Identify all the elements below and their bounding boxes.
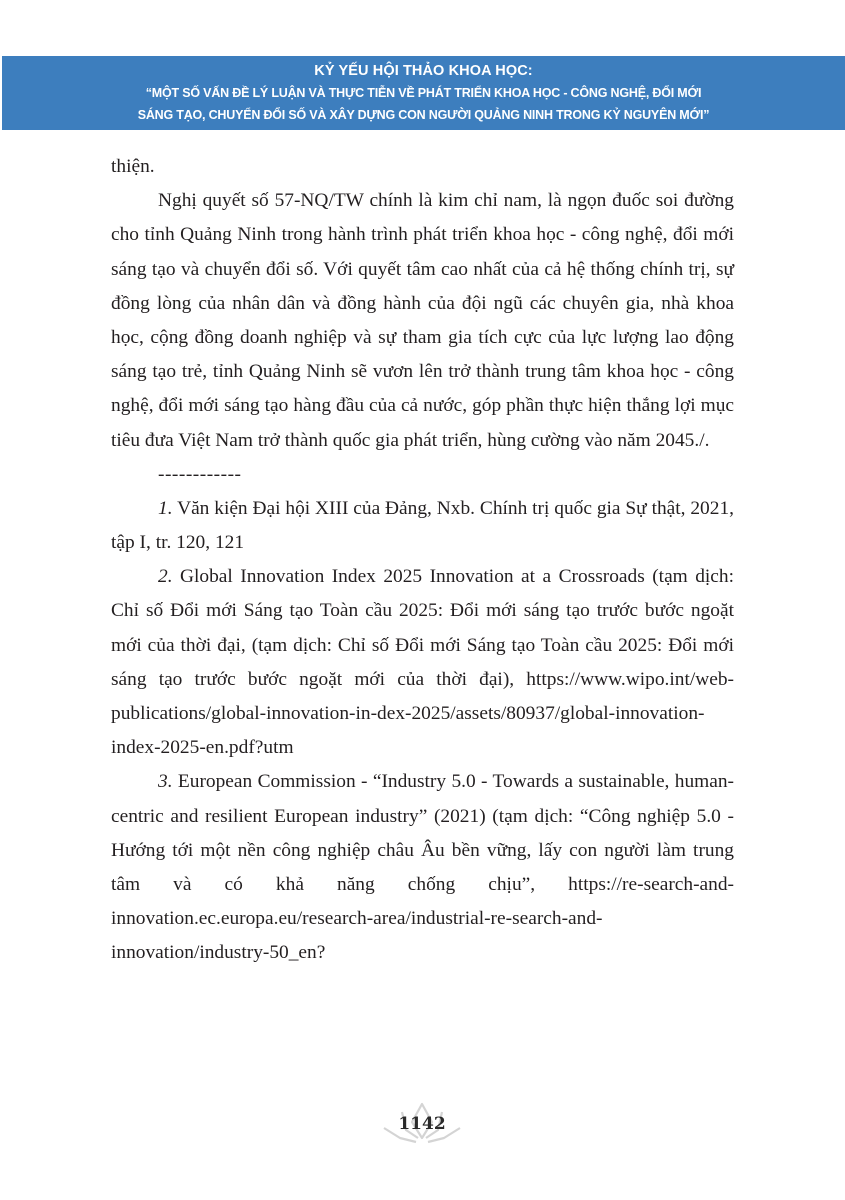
body-paragraph: Nghị quyết số 57-NQ/TW chính là kim chỉ nam, là ngọn đuốc soi đường cho tỉnh Quảng Ninh trong hành trình phát triển khoa học - công nghệ, đổi mới sáng tạo và chuyển đổi số. Với quyết tâm cao nhất của cả hệ thống chính trị, sự đồng lòng của nhân dân và đồng hành của đội ngũ các chuyên gia, nhà khoa học, cộng đồng doanh nghiệp và sự tham gia tích cực của lực lượng lao động sáng tạo trẻ, tỉnh Quảng Ninh sẽ vươn lên trở thành trung tâm khoa học - công nghệ, đổi mới sáng tạo hàng đầu của cả nước, góp phần thực hiện thắng lợi mục tiêu đưa Việt Nam trở thành quốc gia phát triển, hùng cường vào năm 2045./. bbox=[111, 190, 734, 451]
reference-1 bbox=[111, 492, 734, 560]
reference-number: 2. bbox=[158, 566, 173, 588]
page-number: 1142 bbox=[398, 1114, 446, 1134]
reference-number: 1. bbox=[158, 497, 173, 519]
reference-3 bbox=[111, 765, 734, 970]
header-subtitle-line-1: “MỘT SỐ VẤN ĐỀ LÝ LUẬN VÀ THỰC TIỄN VỀ PHÁT TRIỂN KHOA HỌC - CÔNG NGHỆ, ĐỔI MỚI bbox=[145, 86, 702, 100]
reference-number: 3. bbox=[158, 771, 173, 793]
footnote-separator: ------------ bbox=[158, 463, 242, 485]
page-content bbox=[111, 150, 734, 971]
page-footer bbox=[372, 1100, 472, 1150]
header-title: KỶ YẾU HỘI THẢO KHOA HỌC: bbox=[314, 63, 533, 79]
continuation-text: thiện. bbox=[111, 156, 155, 177]
reference-text: Văn kiện Đại hội XIII của Đảng, Nxb. Chính trị quốc gia Sự thật, 2021, tập I, tr. 120, 121 bbox=[111, 497, 734, 554]
reference-text: European Commission - “Industry 5.0 - Towards a sustainable, human-centric and resilient European industry” (2021) (tạm dịch: “Công nghiệp 5.0 - Hướng tới một nền công nghiệp châu Âu bền vững, lấy con người làm trung tâm và có khả năng chống chịu”, https://re-search-and-innovation.ec.europa.eu/research-area/industrial-re-search-and-innovation/industry-50_en? bbox=[111, 771, 734, 964]
reference-2 bbox=[111, 560, 734, 765]
reference-text: Global Innovation Index 2025 Innovation at a Crossroads (tạm dịch: Chỉ số Đổi mới Sáng tạo Toàn cầu 2025: Đổi mới sáng tạo trước bước ngoặt mới của thời đại, (tạm dịch: Chỉ số Đổi mới Sáng tạo Toàn cầu 2025: Đổi mới sáng tạo trước bước ngoặt mới của thời đại), https://www.wipo.int/web-publications/global-innovation-in-dex-2025/assets/80937/global-innovation-index-2025-en.pdf?utm bbox=[111, 566, 734, 759]
header-subtitle-line-2: SÁNG TẠO, CHUYỂN ĐỔI SỐ VÀ XÂY DỰNG CON NGƯỜI QUẢNG NINH TRONG KỶ NGUYÊN MỚI” bbox=[137, 108, 710, 122]
header-banner bbox=[2, 56, 845, 130]
